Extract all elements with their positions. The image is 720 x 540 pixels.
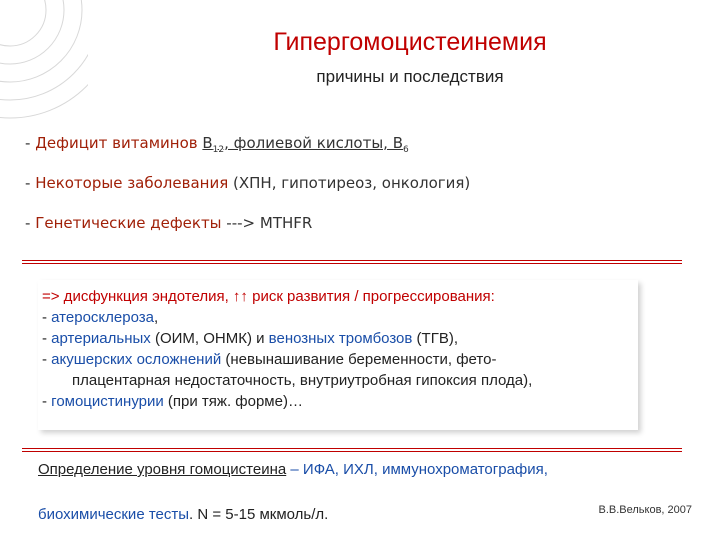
diagnostics-tests: биохимические тесты [38, 506, 190, 523]
cause-detail: $B_{12}$, фолиевой кислоты, $B_6$ [202, 134, 409, 155]
consequences-list [42, 286, 662, 412]
diagnostics-definition: Определение уровня гомоцистеина [38, 461, 287, 478]
norm-value: . N = 5-15 мкмоль/л. [189, 506, 329, 523]
consequence-item: - артериальных (ОИМ, ОНМК) и венозных тромбозов (ТГВ), [42, 330, 458, 347]
diagnostics-methods: – ИФА, ИХЛ, иммунохроматография, [286, 461, 548, 478]
page-subtitle: причины и последствия [316, 67, 504, 86]
diagnostics-line [38, 461, 698, 478]
cause-detail: (ХПН, гипотиреоз, онкология) [228, 174, 471, 192]
consequence-item: - атеросклероза, [42, 309, 159, 326]
cause-highlight: Генетические дефекты [35, 214, 222, 232]
decorative-corner-graphic [0, 0, 88, 128]
cause-item: - Дефицит витаминов $B_{12}$, фолиевой кислоты, $B_6$ [25, 134, 409, 155]
page-title: Гипергомоцистеинемия [273, 28, 547, 56]
cause-item: - Генетические дефекты ---> MTHFR [25, 214, 313, 232]
cause-detail: ---> MTHFR [221, 214, 313, 232]
causes-list [25, 132, 485, 252]
consequence-item-continuation: плацентарная недостаточность, внутриутробная гипоксия плода), [72, 372, 533, 389]
consequences-intro: => дисфункция эндотелия, ↑↑ риск развития / прогрессирования: [42, 288, 495, 305]
author-credit: В.В.Вельков, 2007 [598, 504, 692, 516]
consequence-item: - акушерских осложнений (невынашивание беременности, фето- [42, 351, 497, 368]
diagnostics-norm-line [38, 506, 328, 523]
divider-double-line [22, 448, 682, 454]
cause-item: - Некоторые заболевания (ХПН, гипотиреоз, онкология) [25, 174, 471, 192]
divider-double-line [22, 260, 682, 266]
cause-highlight: Дефицит витаминов [35, 134, 198, 152]
cause-highlight: Некоторые заболевания [35, 174, 229, 192]
consequence-item: - гомоцистинурии (при тяж. форме)… [42, 393, 303, 410]
